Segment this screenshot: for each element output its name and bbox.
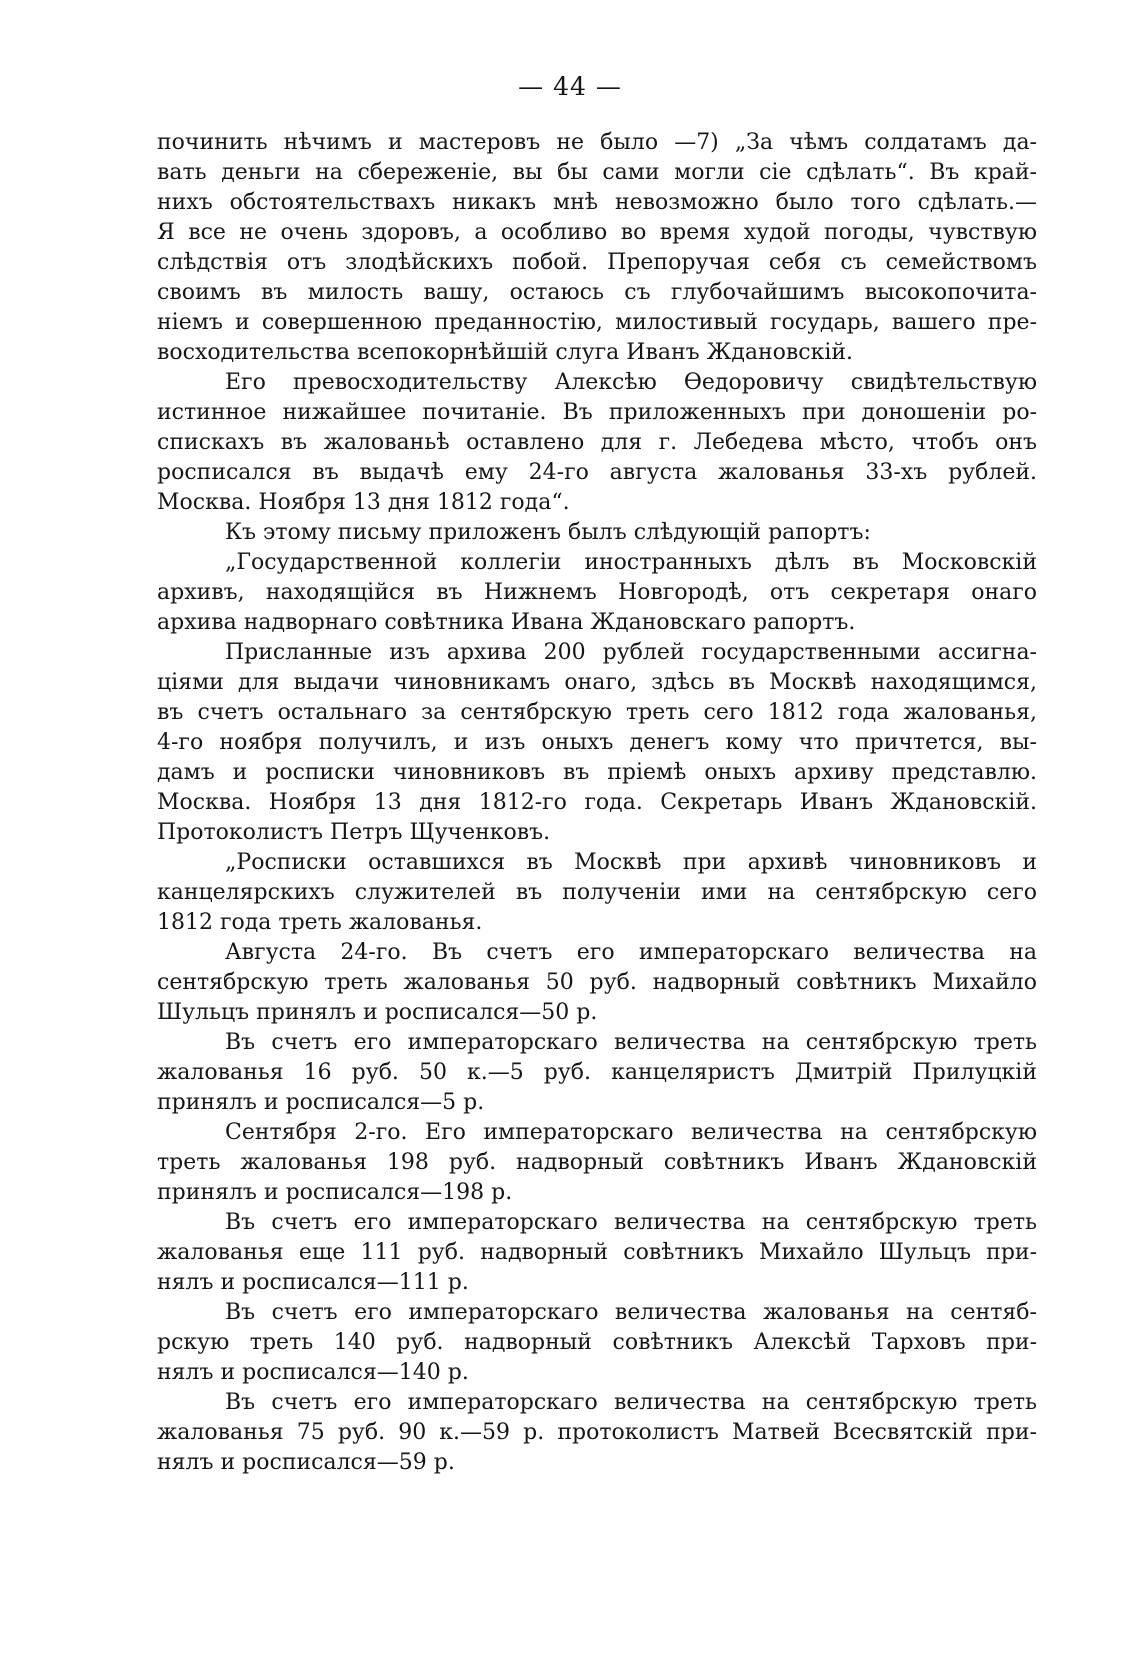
- text-line: Въ счетъ его императорскаго величества на сентябрскую треть: [225, 1390, 1037, 1415]
- text-line: Къ этому письму приложенъ былъ слѣдующій рапортъ:: [225, 520, 871, 545]
- text-line: жалованья еще 111 руб. надворный совѣтникъ Михайло Шульцъ при-: [157, 1240, 1037, 1265]
- text-line: нихъ обстоятельствахъ никакъ мнѣ невозможно было того сдѣлать.—: [157, 190, 1037, 215]
- text-line: Августа 24-го. Въ счетъ его императорскаго величества на: [225, 940, 1037, 965]
- paragraph: [157, 1388, 1037, 1478]
- text-line: Въ счетъ его императорскаго величества на сентябрскую треть: [225, 1210, 1037, 1235]
- text-line: спискахъ въ жалованьѣ оставлено для г. Лебедева мѣсто, чтобъ онъ: [157, 430, 1037, 455]
- text-line: Шульцъ принялъ и росписался—50 р.: [157, 1000, 598, 1025]
- paragraph: [157, 518, 1037, 548]
- text-line: Москва. Ноября 13 дня 1812 года“.: [157, 490, 570, 515]
- text-line: Я все не очень здоровъ, а особливо во время худой погоды, чувствую: [157, 220, 1037, 245]
- text-line: 1812 года треть жалованья.: [157, 910, 483, 935]
- paragraph: [157, 1298, 1037, 1388]
- text-line: архива надворнаго совѣтника Ивана Ждановскаго рапортъ.: [157, 610, 856, 635]
- paragraph: [157, 1028, 1037, 1118]
- text-line: рскую треть 140 руб. надворный совѣтникъ Алексѣй Тарховъ при-: [157, 1330, 1037, 1355]
- paragraph: [157, 1208, 1037, 1298]
- text-line: слѣдствія отъ злодѣйскихъ побой. Препоручая себя съ семействомъ: [157, 250, 1037, 275]
- text-line: починить нѣчимъ и мастеровъ не было —7) „За чѣмъ солдатамъ да-: [157, 130, 1037, 155]
- text-line: вать деньги на сбереженіе, вы бы сами могли сіе сдѣлать“. Въ край-: [157, 160, 1037, 185]
- text-line: 4-го ноября получилъ, и изъ оныхъ денегъ кому что причтется, вы-: [157, 730, 1037, 755]
- text-line: жалованья 75 руб. 90 к.—59 р. протоколистъ Матвей Всесвятскій при-: [157, 1420, 1037, 1445]
- text-line: своимъ въ милость вашу, остаюсь съ глубочайшимъ высокопочита-: [157, 280, 1037, 305]
- text-line: Москва. Ноября 13 дня 1812-го года. Секретарь Иванъ Ждановскій.: [157, 790, 1037, 815]
- text-line: ніемъ и совершенною преданностію, милостивый государь, вашего пре-: [157, 310, 1037, 335]
- text-line: сентябрскую треть жалованья 50 руб. надворный совѣтникъ Михайло: [157, 970, 1037, 995]
- paragraph: [157, 128, 1037, 368]
- text-line: канцелярскихъ служителей въ полученіи ими на сентябрскую сего: [157, 880, 1037, 905]
- text-line: архивъ, находящійся въ Нижнемъ Новгородѣ, отъ секретаря онаго: [157, 580, 1037, 605]
- text-line: Присланные изъ архива 200 рублей государственными ассигна-: [225, 640, 1037, 665]
- text-line: дамъ и росписки чиновниковъ въ пріемѣ оныхъ архиву представлю.: [157, 760, 1037, 785]
- text-line: восходительства всепокорнѣйшій слуга Иванъ Ждановскій.: [157, 340, 854, 365]
- text-line: ціями для выдачи чиновникамъ онаго, здѣсь въ Москвѣ находящимся,: [157, 670, 1037, 695]
- paragraph: [157, 548, 1037, 638]
- text-line: нялъ и росписался—111 р.: [157, 1270, 469, 1295]
- text-line: въ счетъ остальнаго за сентябрскую треть сего 1812 года жалованья,: [157, 700, 1037, 725]
- text-line: нялъ и росписался—140 р.: [157, 1360, 469, 1385]
- text-line: росписался въ выдачѣ ему 24-го августа жалованья 33-хъ рублей.: [157, 460, 1037, 485]
- text-line: Его превосходительству Алексѣю Ѳедоровичу свидѣтельствую: [225, 370, 1037, 395]
- paragraph: [157, 938, 1037, 1028]
- paragraph: [157, 368, 1037, 518]
- text-line: „Росписки оставшихся въ Москвѣ при архивѣ чиновниковъ и: [225, 850, 1037, 875]
- paragraph: [157, 1118, 1037, 1208]
- text-line: нялъ и росписался—59 р.: [157, 1450, 455, 1475]
- text-line: жалованья 16 руб. 50 к.—5 руб. канцеляристъ Дмитрій Прилуцкій: [157, 1060, 1037, 1085]
- page-body: [157, 128, 1037, 1478]
- text-line: Въ счетъ его императорскаго величества жалованья на сентяб-: [225, 1300, 1037, 1325]
- text-line: истинное нижайшее почитаніе. Въ приложенныхъ при доношеніи ро-: [157, 400, 1037, 425]
- page-number: — 44 —: [518, 72, 622, 101]
- text-line: принялъ и росписался—198 р.: [157, 1180, 513, 1205]
- paragraph: [157, 638, 1037, 848]
- text-line: треть жалованья 198 руб. надворный совѣтникъ Иванъ Ждановскій: [157, 1150, 1037, 1175]
- text-line: Сентября 2-го. Его императорскаго величества на сентябрскую: [225, 1120, 1037, 1145]
- text-line: „Государственной коллегіи иностранныхъ дѣлъ въ Московскій: [225, 550, 1037, 575]
- text-line: принялъ и росписался—5 р.: [157, 1090, 485, 1115]
- text-line: Протоколистъ Петръ Щученковъ.: [157, 820, 551, 845]
- paragraph: [157, 848, 1037, 938]
- text-line: Въ счетъ его императорскаго величества на сентябрскую треть: [225, 1030, 1037, 1055]
